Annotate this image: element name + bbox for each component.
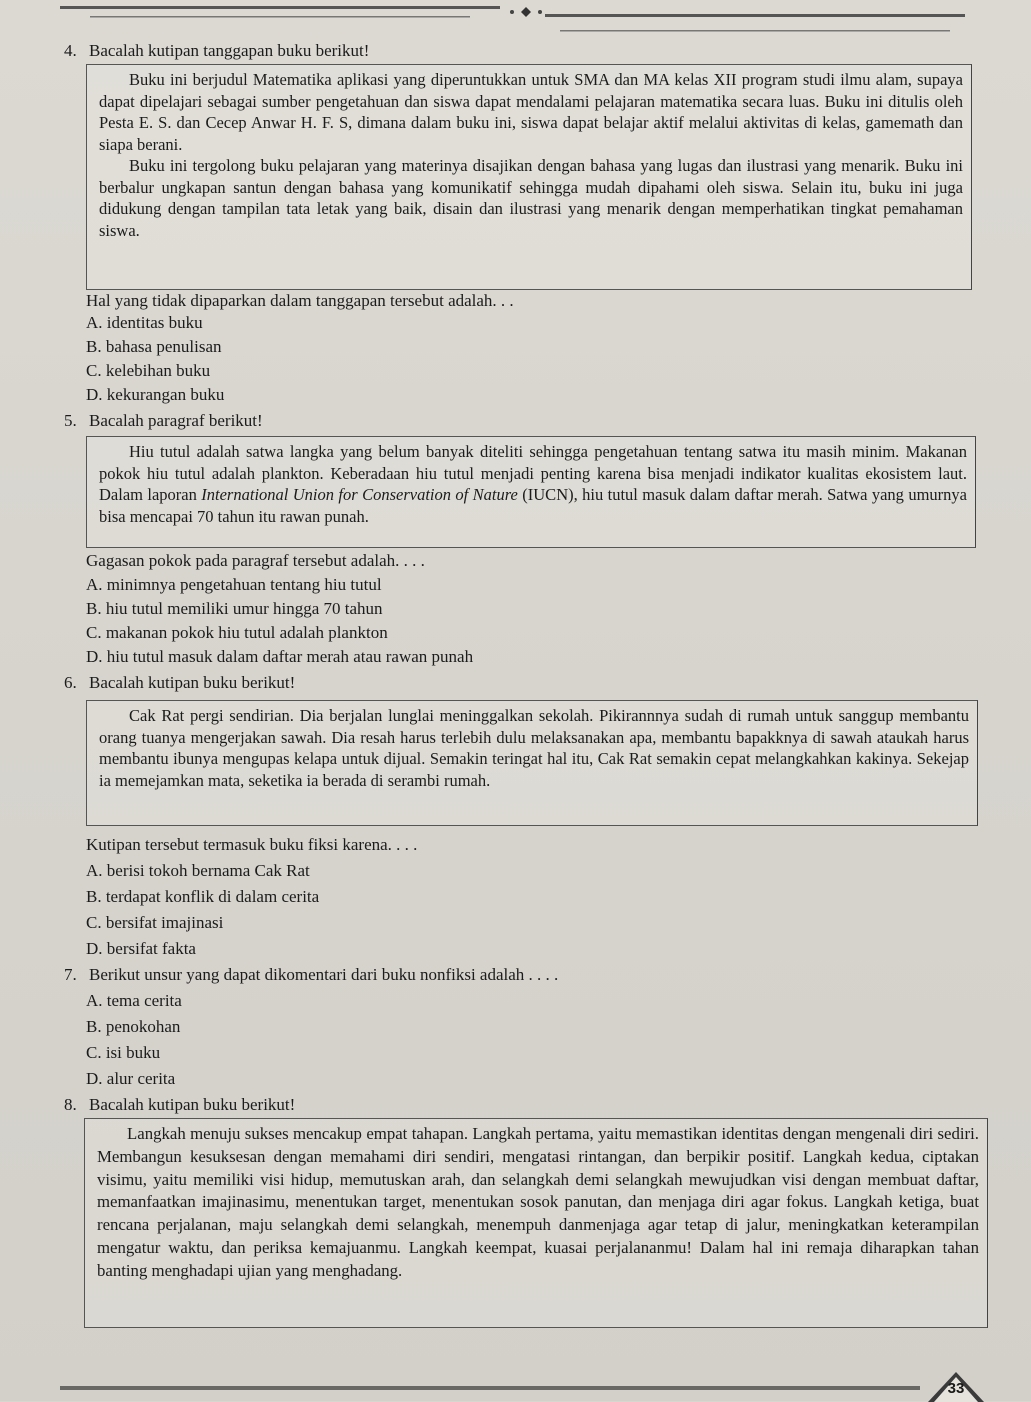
dot-ornament-left xyxy=(510,10,514,14)
q5-passage-text-a: Hiu tutul adalah satwa langka yang belum banyak diteliti sehingga pengetahuan tentang satwa itu masih minim. Makanan pokok hiu tutul adalah plankton. Keberadaan hiu tutul menjadi penting karena bisa menjadi indikator kualitas ekosistem laut. Dalam laporan xyxy=(99,442,967,504)
q8-number: 8. xyxy=(64,1095,77,1114)
q6-passage xyxy=(86,700,978,826)
q6-stem: Kutipan tersebut termasuk buku fiksi karena. . . . xyxy=(86,835,418,854)
top-rule-right-thin xyxy=(560,30,950,32)
page-number: 33 xyxy=(947,1380,965,1397)
q5-passage xyxy=(86,436,976,548)
page-number-badge xyxy=(928,1372,984,1402)
diamond-ornament xyxy=(521,7,531,17)
q4-stem: Hal yang tidak dipaparkan dalam tanggapan tersebut adalah. . . xyxy=(86,291,514,310)
q5-instruction: Bacalah paragraf berikut! xyxy=(89,411,263,430)
q5-option-a[interactable]: A. minimnya pengetahuan tentang hiu tutul xyxy=(86,575,382,594)
top-rule-left xyxy=(60,6,500,9)
q7-option-b[interactable]: B. penokohan xyxy=(86,1017,181,1036)
q4-option-b[interactable]: B. bahasa penulisan xyxy=(86,337,222,356)
q5-stem: Gagasan pokok pada paragraf tersebut adalah. . . . xyxy=(86,551,425,570)
bottom-rule xyxy=(60,1386,920,1390)
q6-number: 6. xyxy=(64,673,77,692)
q4-passage xyxy=(86,64,972,290)
q8-header xyxy=(64,1094,295,1116)
q7-option-a[interactable]: A. tema cerita xyxy=(86,991,182,1010)
q6-option-a[interactable]: A. berisi tokoh bernama Cak Rat xyxy=(86,861,310,880)
q5-option-d[interactable]: D. hiu tutul masuk dalam daftar merah atau rawan punah xyxy=(86,647,474,666)
q7-header xyxy=(64,964,558,986)
q4-instruction: Bacalah kutipan tanggapan buku berikut! xyxy=(89,41,370,60)
q5-passage-text-b: (IUCN), hiu tutul masuk dalam daftar merah. Satwa yang umurnya bisa mencapai 70 tahun itu rawan punah. xyxy=(99,485,967,526)
q4-option-c[interactable]: C. kelebihan buku xyxy=(86,361,211,380)
q5-passage-italic: International Union for Conservation of Nature xyxy=(201,485,518,504)
q4-number: 4. xyxy=(64,41,77,60)
q6-option-b[interactable]: B. terdapat konflik di dalam cerita xyxy=(86,887,320,906)
q4-option-d[interactable]: D. kekurangan buku xyxy=(86,385,225,404)
q7-option-c[interactable]: C. isi buku xyxy=(86,1043,161,1062)
top-decoration xyxy=(0,0,1031,44)
q4-option-a[interactable]: A. identitas buku xyxy=(86,313,203,332)
top-rule-left-thin xyxy=(90,16,470,18)
top-rule-right xyxy=(545,14,965,17)
dot-ornament-right xyxy=(538,10,542,14)
q6-header xyxy=(64,672,295,694)
q8-passage-p1: Langkah menuju sukses mencakup empat tahapan. Langkah pertama, yaitu memastikan identitas dengan mengenali diri sediri. Membangun kesuksesan dengan memahami diri sendiri, mengatasi rintangan, dan berpikir positif. Langkah kedua, ciptakan visimu, yaitu memiliki visi hidup, memutuskan arah, dan selangkah demi selangkah mewujudkan visi dengan membuat daftar, memanfaatkan imajinasimu, menentukan target, menentukan sosok panutan, dan menjaga diri agar fokus. Langkah ketiga, buat rencana perjalanan, maju selangkah demi selangkah, menempuh danmenjaga agar tetap di jalur, meningkatkan keterampilan mengatur waktu, dan periksa kemajuanmu. Langkah keempat, kuasai perjalananmu! Dalam hal ini remaja diharapkan tahan banting menghadapi ujian yang menghadang. xyxy=(97,1124,979,1280)
q7-number: 7. xyxy=(64,965,77,984)
q4-header xyxy=(64,40,369,62)
q5-number: 5. xyxy=(64,411,77,430)
q4-passage-p2: Buku ini tergolong buku pelajaran yang materinya disajikan dengan bahasa yang lugas dan ilustrasi yang menarik. Buku ini berbalur ungkapan santun dengan bahasa yang komunikatif sehingga mudah dipahami oleh siswa. Selain itu, buku ini juga didukung dengan tampilan tata letak yang baik, disain dan ilustrasi yang menarik dengan memperhatikan tingkat pemahaman siswa. xyxy=(99,156,963,240)
q7-stem: Berikut unsur yang dapat dikomentari dari buku nonfiksi adalah . . . . xyxy=(89,965,559,984)
q5-passage-p1 xyxy=(99,441,967,527)
q6-option-d[interactable]: D. bersifat fakta xyxy=(86,939,196,958)
q8-passage xyxy=(84,1118,988,1328)
q7-option-d[interactable]: D. alur cerita xyxy=(86,1069,176,1088)
q5-header xyxy=(64,410,263,432)
q6-option-c[interactable]: C. bersifat imajinasi xyxy=(86,913,224,932)
q6-passage-p1: Cak Rat pergi sendirian. Dia berjalan lunglai meninggalkan sekolah. Pikirannnya sudah di rumah untuk sanggup membantu orang tuanya mengerjakan sawah. Dia resah harus terlebih dulu melaksanakan apa, membantu bapakknya di sawah ataukah harus membantu ibunya mengupas kelapa untuk dijual. Semakin teringat hal itu, Cak Rat semakin cepat melangkahkan kakinya. Sekejap ia memejamkan mata, seketika ia berada di serambi rumah. xyxy=(99,706,969,790)
q5-option-b[interactable]: B. hiu tutul memiliki umur hingga 70 tahun xyxy=(86,599,383,618)
q8-instruction: Bacalah kutipan buku berikut! xyxy=(89,1095,296,1114)
q6-instruction: Bacalah kutipan buku berikut! xyxy=(89,673,296,692)
q4-passage-p1: Buku ini berjudul Matematika aplikasi yang diperuntukkan untuk SMA dan MA kelas XII program studi ilmu alam, supaya dapat dipelajari sebagai sumber pengetahuan dan siswa dapat mendalami pelajaran matematika secara luas. Buku ini ditulis oleh Pesta E. S. dan Cecep Anwar H. F. S, dimana dalam buku ini, siswa dapat belajar aktif melalui aktivitas di kelas, gamemath dan siapa berani. xyxy=(99,70,963,154)
bottom-decoration xyxy=(60,1384,920,1392)
q5-option-c[interactable]: C. makanan pokok hiu tutul adalah plankton xyxy=(86,623,388,642)
